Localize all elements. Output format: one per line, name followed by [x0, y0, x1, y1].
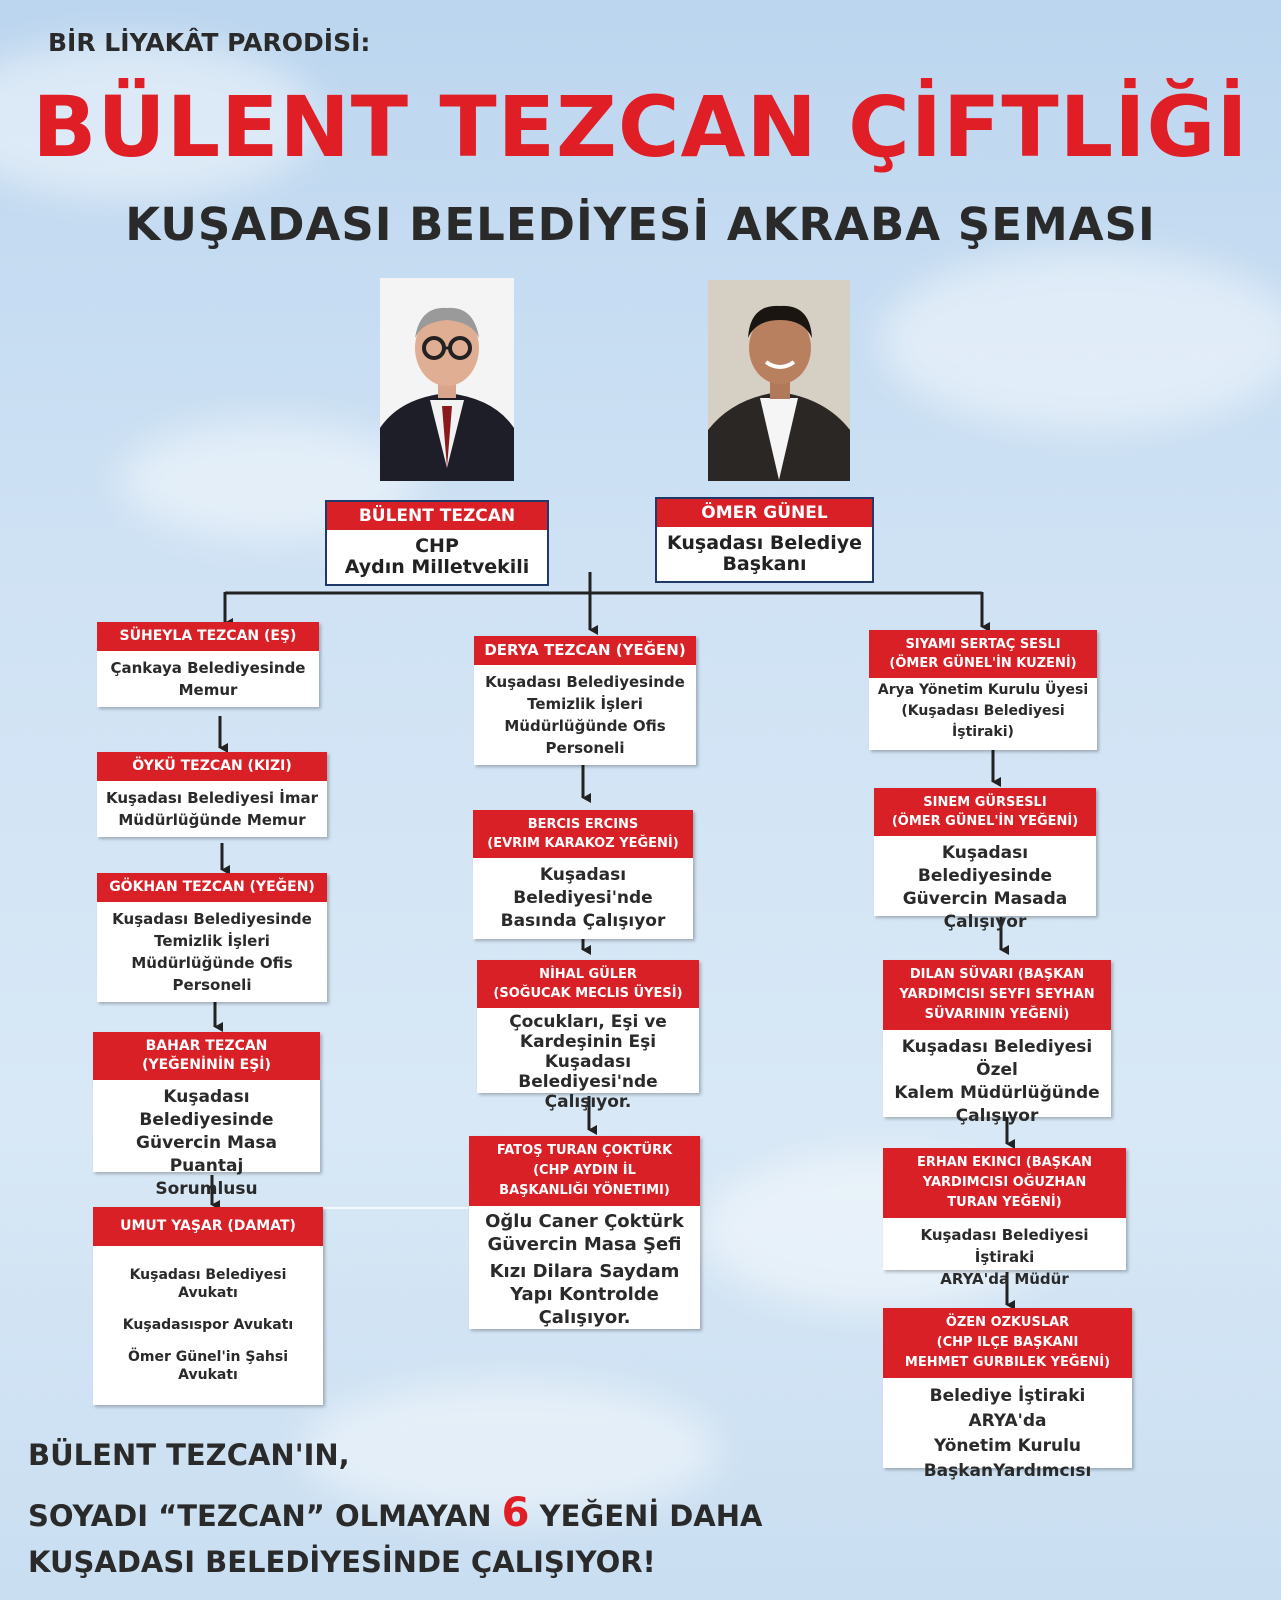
card-header [474, 636, 696, 665]
card-body [477, 1008, 699, 1118]
relative-card-nihal-guler [477, 960, 699, 1112]
body-line: Çalışıyor. [544, 1092, 632, 1112]
card-body [97, 781, 327, 837]
card-header [93, 1032, 320, 1080]
body-line: Kuşadası Belediyesi'nde [513, 865, 653, 908]
card-body [97, 651, 319, 707]
card-header [883, 960, 1111, 1030]
header-line: MEHMET GURBILEK YEĞENİ) [904, 1355, 1111, 1370]
body-line: Oğlu Caner Çoktürk [485, 1211, 684, 1232]
header-line: BERCIS ERCINS [527, 817, 639, 832]
header-line: UMUT YAŞAR (DAMAT) [120, 1218, 296, 1234]
header-line: TURAN YEĞENİ) [947, 1195, 1062, 1210]
card-header [883, 1148, 1126, 1218]
card-body [97, 902, 327, 1002]
header-line: ÖZEN OZKUSLAR [945, 1315, 1070, 1330]
relative-card-gokhan-tezcan [97, 873, 327, 1002]
card-header [883, 1308, 1132, 1378]
body-line: BaşkanYardımcısı [923, 1461, 1092, 1481]
body-line: Kuşadası Belediyesi Özel [901, 1037, 1093, 1080]
body-line: Temizlik İşleri [154, 932, 270, 950]
body-line: Sorumlusu [155, 1179, 258, 1199]
header-line: DERYA TEZCAN (YEĞEN) [484, 641, 686, 659]
header-line: SÜVARININ YEĞENİ) [924, 1007, 1070, 1022]
card-body [474, 665, 696, 765]
card-body [93, 1080, 320, 1207]
body-line: Yapı Kontrolde [510, 1284, 659, 1305]
header-line: (CHP ILÇE BAŞKANI [936, 1335, 1079, 1350]
role-line: Aydın Milletvekili [344, 556, 530, 578]
footer-line-2 [28, 1490, 762, 1536]
relative-card-bercis-ercins [473, 810, 693, 939]
header-line: ERHAN EKINCI (BAŞKAN [916, 1155, 1093, 1170]
body-line: Belediye İştiraki ARYA'da [929, 1386, 1086, 1431]
header-line: (ÖMER GÜNEL'İN YEĞENİ) [891, 814, 1079, 829]
relative-card-umut-yasar [93, 1207, 323, 1405]
relative-card-derya-tezcan [474, 636, 696, 765]
body-line: Yönetim Kurulu [933, 1436, 1082, 1456]
kicker-text: BİR LİYAKÂT PARODİSİ: [48, 28, 371, 57]
card-body [473, 858, 693, 939]
header-line: (CHP AYDIN İL [533, 1163, 636, 1178]
card-body [93, 1246, 323, 1404]
header-line: (SOĞUCAK MECLIS ÜYESİ) [493, 986, 683, 1001]
body-line: Çalışıyor [955, 1106, 1039, 1126]
footer-text: YEĞENİ DAHA [539, 1499, 763, 1533]
card-header [477, 960, 699, 1008]
body-line: Güvercin Masa Puantaj [136, 1133, 277, 1176]
card-body [883, 1030, 1111, 1134]
card-header [874, 788, 1096, 836]
body-line: Kuşadası Belediyesi'nde [518, 1052, 658, 1092]
header-line: (YEĞENİNİN EŞİ) [142, 1057, 271, 1073]
card-header [97, 622, 319, 651]
header-line: SÜHEYLA TEZCAN (EŞ) [119, 628, 297, 644]
page-subtitle: KUŞADASI BELEDİYESİ AKRABA ŞEMASI [125, 198, 1156, 251]
header-line: SIYAMI SERTAÇ SESLI [905, 637, 1061, 652]
body-line: Çalışıyor. [538, 1307, 631, 1328]
card-header [869, 630, 1097, 678]
body-line: (Kuşadası Belediyesi [901, 703, 1065, 719]
top-card-name: BÜLENT TEZCAN [327, 502, 547, 530]
card-body [883, 1218, 1126, 1296]
role-line: Kuşadası Belediye [666, 532, 863, 554]
body-line: Kuşadası Belediyesi İmar [105, 789, 318, 807]
body-line: Kuşadası Belediyesi Avukatı [129, 1267, 287, 1301]
footer-text: SOYADI “TEZCAN” OLMAYAN [28, 1499, 492, 1533]
relative-card-bahar-tezcan [93, 1032, 320, 1199]
body-line: Çalışıyor [943, 912, 1027, 932]
card-body [469, 1206, 700, 1335]
card-body [883, 1378, 1132, 1490]
body-line: İştiraki) [952, 724, 1014, 740]
body-line: Çocukları, Eşi ve [509, 1012, 667, 1032]
role-line: Başkanı [722, 553, 807, 575]
relative-card-sinem-gursesli [874, 788, 1096, 932]
card-header [93, 1207, 323, 1246]
header-line: DILAN SÜVARI (BAŞKAN [909, 967, 1085, 982]
relative-card-siyami-sertac-sesli [869, 630, 1097, 750]
relative-card-fatos-turan-cokturk [469, 1136, 700, 1329]
card-header [473, 810, 693, 858]
top-card-name: ÖMER GÜNEL [657, 499, 872, 527]
header-line: YARDIMCISI SEYFI SEYHAN [899, 987, 1095, 1002]
body-line: ARYA'da Müdür [940, 1270, 1069, 1288]
card-header [97, 752, 327, 781]
card-body [869, 678, 1097, 749]
footer-line-3: KUŞADASI BELEDİYESİNDE ÇALIŞIYOR! [28, 1545, 656, 1579]
body-line: Müdürlüğünde Ofis [131, 954, 293, 972]
relative-card-ozen-ozkuslar [883, 1308, 1132, 1481]
relative-card-oyku-tezcan [97, 752, 327, 837]
header-line: (EVRIM KARAKOZ YEĞENİ) [487, 836, 679, 851]
body-line: Müdürlüğünde Ofis [504, 717, 666, 735]
header-line: GÖKHAN TEZCAN (YEĞEN) [109, 879, 315, 895]
body-line: Temizlik İşleri [527, 695, 643, 713]
header-line: SINEM GÜRSESLI [923, 795, 1047, 810]
body-line: Kuşadasıspor Avukatı [122, 1317, 294, 1333]
body-line: Memur [178, 681, 238, 699]
relative-card-suheyla-tezcan [97, 622, 319, 707]
body-line: Ömer Günel'in Şahsi Avukatı [127, 1349, 289, 1383]
body-line: Güvercin Masada [902, 889, 1068, 909]
footer-line-1: BÜLENT TEZCAN'IN, [28, 1438, 350, 1472]
body-line: Kuşadası Belediyesinde [112, 910, 312, 928]
header-line: FATOŞ TURAN ÇOKTÜRK [496, 1143, 673, 1158]
body-line: Kuşadası Belediyesinde [917, 843, 1053, 886]
header-line: YARDIMCISI OĞUZHAN [922, 1175, 1087, 1190]
body-line: Arya Yönetim Kurulu Üyesi [877, 682, 1089, 698]
footer-highlight-number: 6 [501, 1490, 530, 1536]
body-line: Müdürlüğünde Memur [118, 811, 306, 829]
body-line: Güvercin Masa Şefi [487, 1234, 682, 1255]
card-header [97, 873, 327, 902]
header-line: BAHAR TEZCAN [145, 1038, 268, 1054]
body-line: Kuşadası Belediyesinde [485, 673, 685, 691]
card-header [469, 1136, 700, 1206]
body-line: Çankaya Belediyesinde [110, 659, 306, 677]
body-line: Kızı Dilara Saydam [489, 1261, 680, 1282]
body-line: Basında Çalışıyor [500, 911, 666, 931]
header-line: (ÖMER GÜNEL'İN KUZENİ) [889, 656, 1077, 671]
relative-card-erhan-ekinci [883, 1148, 1126, 1288]
body-line: Personeli [545, 739, 625, 757]
card-body [874, 836, 1096, 940]
body-line: Personeli [172, 976, 252, 994]
body-line: Kuşadası Belediyesi İştiraki [920, 1226, 1089, 1266]
header-line: BAŞKANLIĞI YÖNETIMI) [499, 1183, 670, 1198]
page-title: BÜLENT TEZCAN ÇİFTLİĞİ [32, 78, 1249, 176]
body-line: Kalem Müdürlüğünde [894, 1083, 1100, 1103]
body-line: Kuşadası Belediyesinde [139, 1087, 274, 1130]
body-line: Kardeşinin Eşi [519, 1032, 657, 1052]
header-line: NİHAL GÜLER [539, 967, 637, 982]
relative-card-dilan-suvari [883, 960, 1111, 1126]
header-line: ÖYKÜ TEZCAN (KIZI) [132, 758, 292, 774]
role-line: CHP [415, 535, 459, 557]
